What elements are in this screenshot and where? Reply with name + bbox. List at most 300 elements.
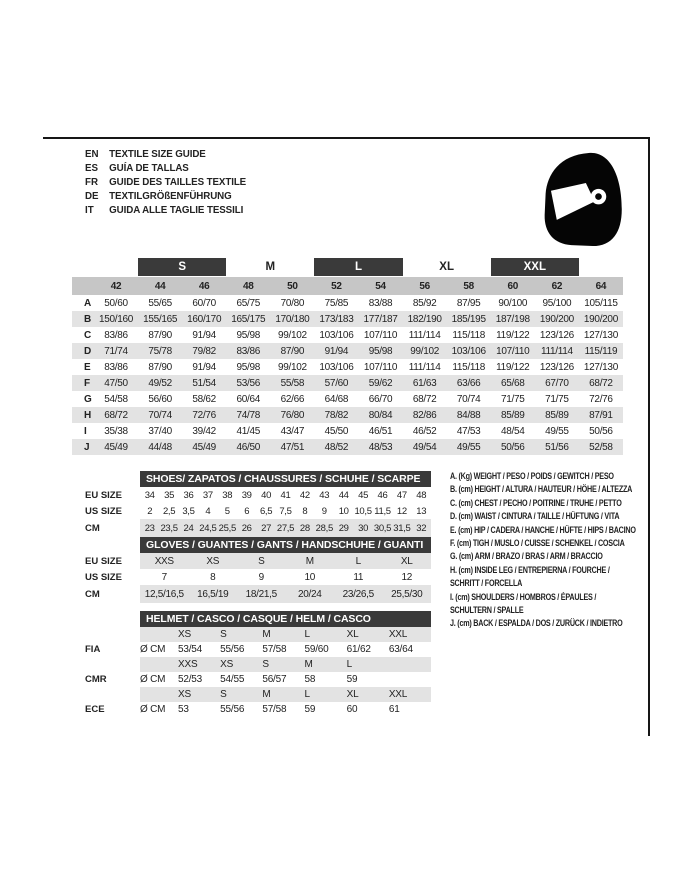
size-value-cell: 79/82 (192, 345, 216, 357)
size-value-cell: 170/180 (275, 313, 310, 325)
measure-letter: A (84, 297, 92, 309)
shoes-value-cell: 2 (147, 505, 153, 517)
gloves-row-label: CM (85, 588, 100, 600)
shoes-value-cell: 34 (144, 489, 155, 501)
gloves-value-cell: S (258, 555, 265, 567)
gloves-value-cell: 10 (304, 571, 316, 583)
size-value-cell: 103/106 (319, 329, 354, 341)
helmet-value-cell: 57/58 (262, 704, 287, 715)
shoes-value-cell: 8 (302, 505, 308, 517)
measure-letter: G (84, 393, 92, 405)
measure-letter: J (84, 441, 90, 453)
size-value-cell: 90/100 (498, 297, 528, 309)
size-value-cell: 95/98 (368, 345, 393, 357)
size-value-cell: 61/63 (412, 377, 437, 389)
shoes-value-cell: 6,5 (259, 505, 273, 517)
shoes-value-cell: 39 (241, 489, 252, 501)
shoes-value-cell: 9 (321, 505, 327, 517)
helmet-size-header: L (346, 659, 353, 670)
size-value-cell: 67/70 (545, 377, 569, 389)
size-value-cell: 56/60 (148, 393, 172, 405)
size-value-cell: 71/75 (545, 393, 569, 405)
shoes-value-cell: 4 (205, 505, 211, 517)
shoes-value-cell: 28,5 (315, 522, 333, 534)
size-column-header: 42 (110, 280, 122, 292)
shoes-value-cell: 13 (416, 505, 427, 517)
size-value-cell: 65/75 (236, 297, 261, 309)
size-table-row (72, 343, 623, 359)
size-value-cell: 95/100 (542, 297, 572, 309)
shoes-cells (140, 503, 431, 519)
language-title-row (85, 175, 246, 189)
size-value-cell: 68/72 (589, 377, 613, 389)
size-column-header: 52 (331, 280, 342, 292)
size-value-cell: 187/198 (495, 313, 530, 325)
size-value-cell: 49/55 (545, 425, 569, 437)
shoes-value-cell: 5 (224, 505, 230, 517)
size-value-cell: 155/165 (143, 313, 178, 325)
size-table-row (72, 407, 623, 423)
shoes-value-cell: 43 (319, 489, 330, 501)
helmet-size-row (140, 687, 431, 702)
shoes-value-cell: 28 (299, 522, 310, 534)
size-column-header: 62 (551, 280, 563, 292)
size-value-cell: 111/114 (540, 345, 573, 357)
measure-letter: I (84, 425, 87, 437)
size-table-body (72, 295, 623, 455)
helmet-cm-prefix: Ø CM (140, 674, 166, 685)
language-code: FR (85, 176, 99, 188)
size-value-cell: 71/74 (104, 345, 128, 357)
legend-line: H. (cm) INSIDE LEG / ENTREPIERNA / FOURCHE / (450, 564, 610, 575)
shoes-row-label: CM (85, 522, 100, 534)
shoes-value-cell: 44 (338, 489, 349, 501)
shoes-value-cell: 7,5 (279, 505, 292, 517)
size-value-cell: 44/48 (148, 441, 172, 453)
size-value-cell: 70/74 (456, 393, 481, 405)
size-value-cell: 43/47 (280, 425, 305, 437)
size-value-cell: 50/60 (104, 297, 128, 309)
helmet-size-header: L (304, 629, 310, 640)
legend-line: G. (cm) ARM / BRAZO / BRAS / ARM / BRACCIO (450, 551, 603, 562)
legend-line: A. (Kg) WEIGHT / PESO / POIDS / GEWITCH / PESO (450, 471, 614, 481)
size-value-cell: 58/62 (192, 393, 216, 405)
helmet-size-row (140, 627, 431, 642)
size-value-cell: 190/200 (583, 313, 618, 325)
shoes-value-cell: 36 (183, 489, 194, 501)
size-value-cell: 41/45 (236, 425, 261, 437)
shoes-value-cell: 42 (299, 489, 310, 501)
size-value-cell: 60/70 (192, 297, 216, 309)
helmet-value-cell: 58 (304, 674, 316, 685)
size-value-cell: 91/94 (192, 361, 216, 373)
size-column-header: 44 (154, 280, 166, 292)
helmet-table-body (85, 627, 431, 717)
size-value-cell: 105/115 (584, 297, 618, 309)
size-value-cell: 150/160 (99, 313, 134, 325)
size-value-cell: 48/52 (324, 441, 349, 453)
helmet-value-cell: 59 (304, 704, 316, 715)
language-code: EN (85, 148, 99, 160)
legend-line: D. (cm) WAIST / CINTURA / TAILLE / HÜFTUNG / VITA (450, 511, 620, 522)
size-value-cell: 51/54 (192, 377, 216, 389)
size-value-cell: 173/183 (319, 313, 354, 325)
helmet-value-cell: 55/56 (220, 704, 245, 715)
helmet-standard-group (85, 657, 431, 687)
helmet-value-cell: 59/60 (304, 644, 329, 655)
gloves-value-cell: 23/26,5 (342, 588, 374, 600)
size-table-row (72, 375, 623, 391)
measure-letter: C (84, 329, 92, 341)
size-value-cell: 119/122 (496, 329, 530, 341)
size-value-cell: 74/78 (236, 409, 261, 421)
shoes-value-cell: 32 (416, 522, 427, 534)
size-value-cell: 57/60 (324, 377, 349, 389)
size-value-cell: 87/91 (589, 409, 613, 421)
size-value-cell: 103/106 (319, 361, 354, 373)
shoes-value-cell: 45 (358, 489, 369, 501)
size-column-header: 50 (287, 280, 298, 292)
size-value-cell: 54/58 (104, 393, 128, 405)
size-value-cell: 72/76 (589, 393, 613, 405)
helmet-cm-prefix: Ø CM (140, 704, 166, 715)
size-table-row (72, 391, 623, 407)
shoes-row-label: US SIZE (85, 505, 122, 517)
size-value-cell: 62/66 (280, 393, 305, 405)
gloves-value-cell: 12,5/16,5 (144, 588, 184, 600)
helmet-standard-label: FIA (85, 644, 101, 655)
size-value-cell: 51/56 (545, 441, 569, 453)
size-value-cell: 60/64 (236, 393, 261, 405)
measure-letter: F (84, 377, 91, 389)
size-group-label: M (265, 261, 276, 273)
size-group-label: XXL (491, 258, 579, 276)
helmet-size-header: XL (346, 629, 359, 640)
size-group-band-row (72, 258, 623, 277)
helmet-value-cell: 61/62 (346, 644, 371, 655)
gloves-table-body (85, 553, 431, 603)
size-value-cell: 185/195 (451, 313, 486, 325)
size-value-cell: 99/102 (410, 345, 440, 357)
language-title: TEXTILE SIZE GUIDE (109, 148, 206, 160)
shoes-value-cell: 30,5 (373, 522, 392, 534)
helmet-size-header: S (262, 659, 269, 670)
shoes-value-cell: 37 (202, 489, 213, 501)
size-value-cell: 83/86 (104, 329, 128, 341)
helmet-size-header: XS (178, 629, 191, 640)
shoes-value-cell: 47 (396, 489, 407, 501)
language-title: GUIDA ALLE TAGLIE TESSILI (109, 204, 244, 216)
language-code: IT (85, 204, 94, 216)
size-value-cell: 47/53 (456, 425, 481, 437)
legend-line: C. (cm) CHEST / PECHO / POITRINE / TRUHE / PETTO (450, 497, 622, 508)
size-value-cell: 123/126 (539, 329, 574, 341)
size-column-header-row (72, 277, 623, 295)
shoes-table-body (85, 487, 431, 537)
size-value-cell: 190/200 (539, 313, 574, 325)
size-value-cell: 95/98 (236, 329, 261, 341)
size-value-cell: 82/86 (412, 409, 437, 421)
language-title: GUIDE DES TAILLES TEXTILE (109, 176, 247, 188)
size-value-cell: 48/53 (368, 441, 393, 453)
size-value-cell: 76/80 (280, 409, 305, 421)
size-value-cell: 75/78 (148, 345, 172, 357)
shoes-row-label: EU SIZE (85, 489, 122, 501)
helmet-value-cell: 55/56 (220, 644, 245, 655)
shoes-value-cell: 3,5 (182, 505, 195, 517)
helmet-value-cell: 54/55 (220, 674, 245, 685)
size-column-header: 58 (463, 280, 474, 292)
shoes-value-cell: 24,5 (199, 522, 217, 534)
helmet-size-header: XXL (388, 689, 408, 700)
size-value-cell: 45/50 (324, 425, 349, 437)
gloves-value-cell: XXS (154, 555, 174, 567)
size-value-cell: 45/49 (104, 441, 128, 453)
measure-letter: D (84, 345, 92, 357)
helmet-value-cell: 52/53 (178, 674, 203, 685)
legend-line: B. (cm) HEIGHT / ALTURA / HAUTEUR / HÖHE / ALTEZZA (450, 484, 633, 495)
helmet-size-header: L (304, 689, 310, 700)
size-value-cell: 59/62 (368, 377, 393, 389)
shoes-value-cell: 24 (183, 522, 194, 534)
textile-size-table (72, 258, 623, 455)
helmet-size-header: XS (220, 659, 234, 670)
size-value-cell: 39/42 (192, 425, 216, 437)
helmet-section (85, 611, 431, 717)
helmet-value-cell: 56/57 (262, 674, 287, 685)
gloves-value-cell: 9 (258, 571, 264, 583)
size-value-cell: 68/72 (104, 409, 128, 421)
gloves-value-cell: 12 (401, 571, 413, 583)
helmet-size-header: M (262, 689, 271, 700)
size-table-row (72, 327, 623, 343)
helmet-group-rows (140, 687, 431, 717)
language-title-row (85, 203, 246, 217)
size-table-row (72, 311, 623, 327)
language-title-row (85, 147, 246, 161)
helmet-size-header: XL (346, 689, 359, 700)
size-column-header: 56 (419, 280, 430, 292)
size-value-cell: 107/110 (363, 329, 398, 341)
shoes-row (85, 487, 431, 503)
helmet-value-cell: 60 (346, 704, 358, 715)
size-value-cell: 91/94 (192, 329, 216, 341)
size-value-cell: 115/118 (452, 329, 485, 341)
size-value-cell: 85/89 (545, 409, 569, 421)
size-value-cell: 107/110 (363, 361, 398, 373)
size-value-cell: 50/56 (589, 425, 613, 437)
helmet-standard-label: CMR (85, 674, 107, 685)
gloves-row-label: US SIZE (85, 571, 122, 583)
language-code: ES (85, 162, 99, 174)
helmet-value-cell: 53/54 (178, 644, 203, 655)
helmet-size-header: M (262, 629, 271, 640)
gloves-row (85, 553, 431, 569)
size-value-cell: 35/38 (104, 425, 128, 437)
size-value-cell: 46/52 (412, 425, 437, 437)
size-value-cell: 103/106 (451, 345, 486, 357)
size-value-cell: 87/90 (148, 361, 172, 373)
helmet-size-header: M (304, 659, 313, 670)
helmet-standard-group (85, 687, 431, 717)
shoes-value-cell: 27,5 (276, 522, 295, 534)
helmet-group-rows (140, 627, 431, 657)
gloves-value-cell: 25,5/30 (391, 588, 423, 600)
gloves-value-cell: M (305, 555, 314, 567)
size-group-label: XL (439, 261, 454, 273)
size-value-cell: 47/50 (104, 377, 128, 389)
shoes-value-cell: 48 (416, 489, 427, 501)
size-value-cell: 52/58 (589, 441, 613, 453)
gloves-row (85, 569, 431, 585)
shoes-value-cell: 30 (358, 522, 369, 534)
gloves-value-cell: 11 (353, 571, 364, 583)
size-column-header: 54 (375, 280, 386, 292)
size-table-row (72, 359, 623, 375)
gloves-row-label: EU SIZE (85, 555, 122, 567)
size-table-row (72, 295, 623, 311)
helmet-size-header: S (220, 689, 227, 700)
size-value-cell: 55/65 (148, 297, 172, 309)
size-value-cell: 85/89 (501, 409, 525, 421)
size-value-cell: 70/74 (148, 409, 172, 421)
helmet-value-cell: 53 (178, 704, 189, 715)
size-column-header: 60 (507, 280, 519, 292)
gloves-cells (140, 553, 431, 569)
shoes-value-cell: 35 (164, 489, 175, 501)
shoes-value-cell: 6 (244, 505, 250, 517)
shoes-value-cell: 46 (377, 489, 388, 501)
size-value-cell: 111/114 (408, 361, 441, 373)
size-value-cell: 70/80 (280, 297, 305, 309)
helmet-group-rows (140, 657, 431, 687)
size-value-cell: 49/55 (456, 441, 481, 453)
size-value-cell: 72/76 (192, 409, 216, 421)
size-value-cell: 115/118 (452, 361, 485, 373)
shoes-section-title: SHOES/ ZAPATOS / CHAUSSURES / SCHUHE / SCARPE (140, 471, 431, 487)
language-title-list (85, 147, 258, 217)
helmet-value-cell: 61 (388, 704, 400, 715)
gloves-value-cell: 18/21,5 (245, 588, 277, 600)
size-value-cell: 99/102 (277, 329, 307, 341)
shoes-value-cell: 23,5 (160, 522, 178, 534)
shoes-value-cell: 40 (261, 489, 272, 501)
size-value-cell: 87/90 (148, 329, 172, 341)
helmet-size-header: S (220, 629, 227, 640)
helmet-section-title: HELMET / CASCO / CASQUE / HELM / CASCO (140, 611, 431, 627)
size-column-header: 64 (595, 280, 607, 292)
helmet-value-cell: 59 (346, 674, 358, 685)
size-value-cell: 64/68 (324, 393, 349, 405)
language-title: GUÍA DE TALLAS (109, 162, 189, 174)
gloves-cells (140, 585, 431, 603)
gloves-cells (140, 569, 431, 585)
gloves-value-cell: 8 (210, 571, 216, 583)
helmet-icon (538, 151, 626, 248)
gloves-section-title: GLOVES / GUANTES / GANTS / HANDSCHUHE / GUANTI (140, 537, 431, 553)
shoes-row (85, 503, 431, 519)
helmet-value-cell: 57/58 (262, 644, 287, 655)
shoes-value-cell: 26 (241, 522, 252, 534)
size-value-cell: 91/94 (324, 345, 349, 357)
helmet-size-row (140, 657, 431, 672)
size-value-cell: 127/130 (583, 361, 618, 373)
legend-line: SCHULTERN / SPALLE (450, 605, 524, 616)
legend-line: SCHRITT / FORCELLA (450, 578, 523, 589)
shoes-cells (140, 519, 431, 537)
shoes-value-cell: 10 (338, 505, 349, 517)
size-value-cell: 37/40 (148, 425, 172, 437)
size-value-cell: 165/175 (231, 313, 266, 325)
size-group-label: L (314, 258, 402, 276)
measure-letter: E (84, 361, 91, 373)
helmet-value-row (140, 672, 431, 687)
helmet-value-cell: 63/64 (388, 644, 413, 655)
measure-letter: B (84, 313, 92, 325)
size-value-cell: 68/72 (412, 393, 437, 405)
gloves-value-cell: 16,5/19 (197, 588, 229, 600)
helmet-standard-group (85, 627, 431, 657)
shoes-value-cell: 10,5 (354, 505, 372, 517)
gloves-row (85, 585, 431, 603)
gloves-value-cell: L (355, 555, 361, 567)
helmet-cm-prefix: Ø CM (140, 644, 166, 655)
shoes-value-cell: 41 (280, 489, 291, 501)
helmet-size-header: XXL (388, 629, 408, 640)
shoes-value-cell: 12 (396, 505, 407, 517)
size-value-cell: 75/85 (324, 297, 349, 309)
shoes-value-cell: 23 (144, 522, 155, 534)
size-value-cell: 119/122 (496, 361, 530, 373)
legend-line: J. (cm) BACK / ESPALDA / DOS / ZURÜCK / INDIETRO (450, 618, 623, 629)
size-value-cell: 107/110 (496, 345, 530, 357)
size-value-cell: 115/119 (584, 345, 618, 357)
size-column-header: 46 (198, 280, 210, 292)
size-value-cell: 63/66 (456, 377, 481, 389)
measurement-legend (450, 470, 648, 631)
size-table-row (72, 439, 623, 455)
size-value-cell: 46/50 (236, 441, 261, 453)
size-value-cell: 95/98 (236, 361, 261, 373)
size-value-cell: 71/75 (501, 393, 525, 405)
helmet-size-header: XS (178, 689, 191, 700)
size-value-cell: 111/114 (408, 329, 441, 341)
gloves-value-cell: XS (206, 555, 220, 567)
size-value-cell: 48/54 (501, 425, 525, 437)
gloves-value-cell: 20/24 (297, 588, 322, 600)
size-value-cell: 83/86 (236, 345, 261, 357)
size-value-cell: 49/54 (412, 441, 437, 453)
size-value-cell: 87/95 (456, 297, 481, 309)
language-code: DE (85, 190, 99, 202)
language-title-row (85, 189, 246, 203)
legend-line: F. (cm) TIGH / MUSLO / CUISSE / SCHENKEL / COSCIA (450, 538, 625, 549)
size-value-cell: 80/84 (368, 409, 393, 421)
size-value-cell: 50/56 (501, 441, 525, 453)
gloves-value-cell: 7 (161, 571, 167, 583)
size-value-cell: 85/92 (412, 297, 437, 309)
shoes-section (85, 471, 431, 537)
shoes-value-cell: 27 (261, 522, 272, 534)
shoes-value-cell: 11,5 (374, 505, 391, 517)
size-value-cell: 177/187 (363, 313, 398, 325)
gloves-section (85, 537, 431, 603)
size-value-cell: 160/170 (187, 313, 222, 325)
size-group-label: S (138, 258, 226, 276)
size-column-header: 48 (243, 280, 254, 292)
size-value-cell: 83/88 (368, 297, 393, 309)
shoes-value-cell: 38 (222, 489, 233, 501)
